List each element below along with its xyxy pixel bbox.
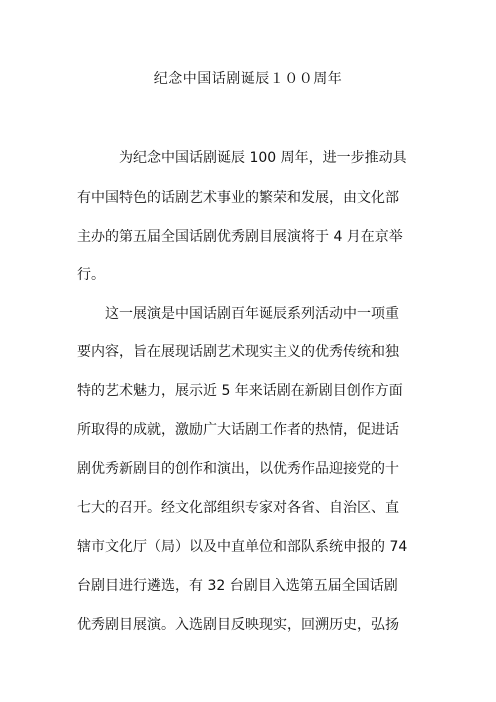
body-line: 为纪念中国话剧诞辰 100 周年，进一步推动具 [119,150,407,166]
body-line: 剧优秀新剧目的创作和演出，以优秀作品迎接党的十 [77,461,399,477]
body-line: 七大的召开。经文化部组织专家对各省、自治区、直 [77,500,399,516]
body-line: 主办的第五届全国话剧优秀剧目展演将于 4 月在京举 [77,229,403,245]
body-line: 行。 [77,267,105,283]
body-line: 所取得的成就，激励广大话剧工作者的热情，促进话 [77,422,399,438]
body-line: 辖市文化厅（局）以及中直单位和部队系统申报的 74 [77,539,408,555]
body-line: 有中国特色的话剧艺术事业的繁荣和发展，由文化部 [77,190,399,206]
body-line: 优秀剧目展演。入选剧目反映现实，回溯历史，弘扬 [77,617,399,633]
body-line: 这一展演是中国话剧百年诞辰系列活动中一项重 [105,306,399,322]
body-line: 台剧目进行遴选，有 32 台剧目入选第五届全国话剧 [77,578,398,594]
body-line: 要内容，旨在展现话剧艺术现实主义的优秀传统和独 [77,344,399,360]
body-line: 特的艺术魅力，展示近 5 年来话剧在新剧目创作方面 [77,383,403,399]
document-title: 纪念中国话剧诞辰１００周年 [153,71,343,87]
